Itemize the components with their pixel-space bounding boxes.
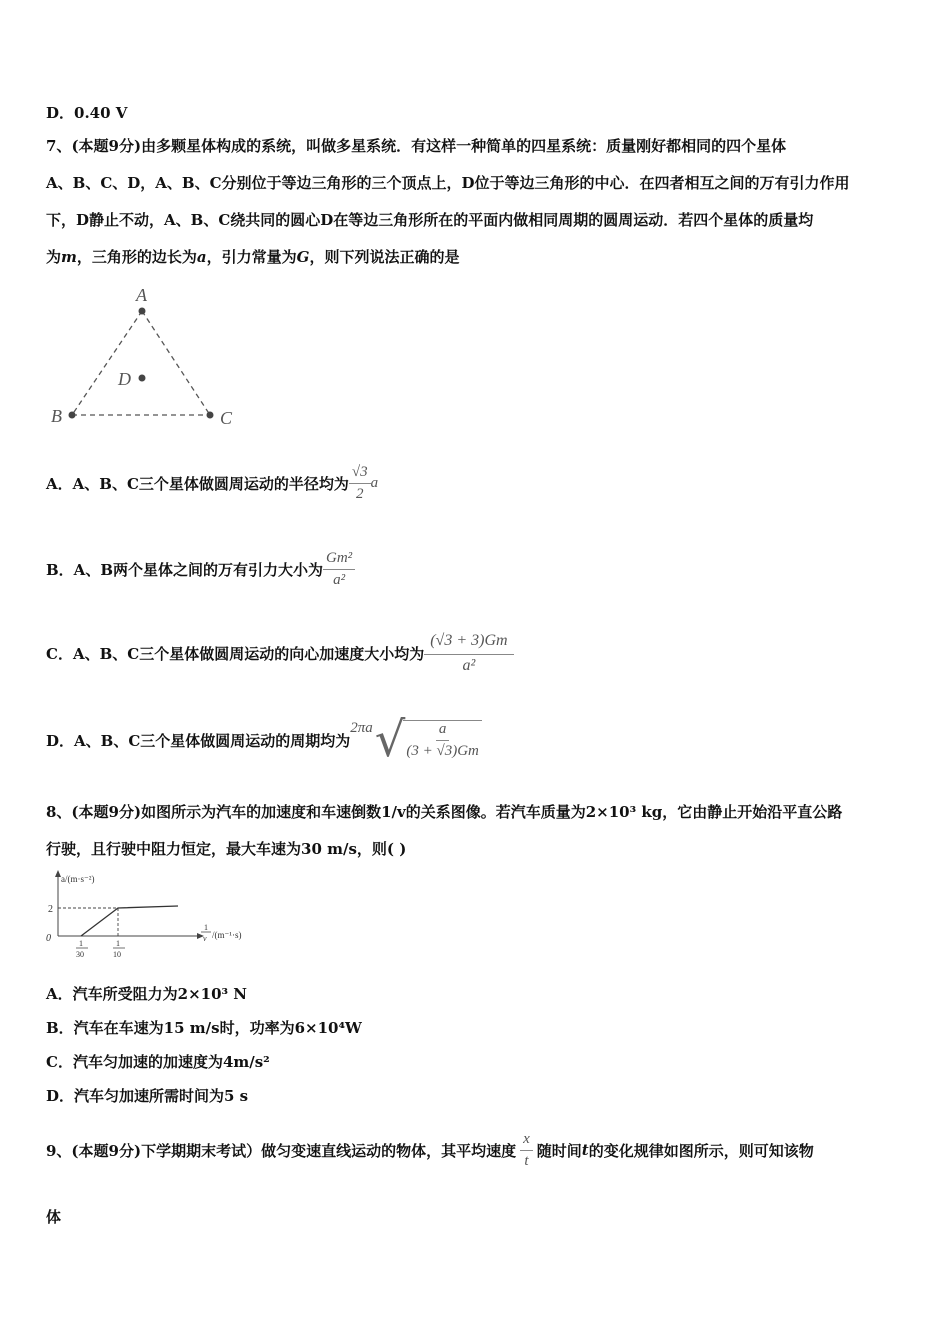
q7-line-2: A、B、C、D，A、B、C分别位于等边三角形的三个顶点上，D位于等边三角形的中心．在四者相互之间的万有引力作用 <box>46 174 850 192</box>
x-axis-label: /(m⁻¹·s) <box>212 930 242 940</box>
q8-line-2: 行驶，且行驶中阻力恒定，最大车速为30 m/s，则( ) <box>46 840 407 858</box>
q7-option-c: C．A、B、C三个星体做圆周运动的向心加速度大小均为 $\frac{(√3 + 3)Gm}{\text{a²}}$ <box>46 632 514 675</box>
q7-stem <box>46 128 906 276</box>
edge-ac <box>142 311 210 415</box>
label-d: D <box>118 369 131 389</box>
q7-line-3: 下，D静止不动，A、B、C绕共同的圆心D在等边三角形所在的平面内做相同周期的圆周运动．若四个星体的质量均 <box>46 211 814 229</box>
q8-option-a: A．汽车所受阻力为2×10³ N <box>46 985 248 1003</box>
x-tick2-den: 10 <box>113 950 121 959</box>
label-a: A <box>136 285 147 305</box>
q8-option-d: D．汽车匀加速所需时间为5 s <box>46 1087 249 1105</box>
x-tick1-den: 30 <box>76 950 84 959</box>
force-fraction: $\frac{\text{Gm²}}{\text{a²}}$ <box>323 550 355 589</box>
origin-label: 0 <box>46 933 51 944</box>
a-vs-inverse-v-line <box>81 906 178 936</box>
edge-ab <box>72 311 142 415</box>
q9-line-2: 体 <box>46 1208 62 1226</box>
q8-line-1: 8、(本题9分)如图所示为汽车的加速度和车速倒数1/v的关系图像。若汽车质量为2×10³ kg，它由静止开始沿平直公路 <box>46 803 843 821</box>
q7-option-d: D．A、B、C三个星体做圆周运动的周期均为 2πa √ $\frac{a}{(3 + √3)Gm}$ <box>46 716 482 764</box>
acceleration-fraction: $\frac{(√3 + 3)Gm}{\text{a²}}$ <box>424 632 513 675</box>
q8-stem <box>46 794 906 868</box>
q7-number: 7、 <box>46 137 72 155</box>
q8-option-c: C．汽车匀加速的加速度为4m/s² <box>46 1053 270 1071</box>
star-c <box>207 412 214 419</box>
label-c: C <box>220 408 233 428</box>
q8-option-b: B．汽车在车速为15 m/s时，功率为6×10⁴W <box>46 1019 362 1037</box>
square-root-icon: √ <box>374 712 406 768</box>
label-b: B <box>51 406 62 426</box>
radius-fraction: $\frac{√3}{2}$ <box>349 464 371 503</box>
y-tick-2: 2 <box>48 904 53 915</box>
star-a <box>139 308 146 315</box>
period-fraction: $\frac{a}{(3 + √3)Gm}$ <box>403 720 482 760</box>
x-tick1-num: 1 <box>79 939 83 948</box>
q7-line-1: 7、(本题9分)由多颗星体构成的系统，叫做多星系统．有这样一种简单的四星系统：质量刚好都相同的四个星体 <box>46 137 787 155</box>
q7-triangle-figure <box>46 282 246 432</box>
star-d <box>139 375 146 382</box>
q6-option-d: D．0.40 V <box>46 104 128 122</box>
x-tick2-num: 1 <box>116 939 120 948</box>
q7-option-a: A．A、B、C三个星体做圆周运动的半径均为 $\frac{√3}{2}$ a <box>46 464 379 502</box>
x-axis-frac-num: 1 <box>204 923 208 932</box>
x-axis-frac-den: v <box>203 934 207 943</box>
q8-acceleration-graph <box>44 868 264 964</box>
q7-option-b: B．A、B两个星体之间的万有引力大小为 $\frac{\text{Gm²}}{\text{a²}}$ <box>46 550 355 589</box>
star-b <box>69 412 76 419</box>
q7-line-4: 为m，三角形的边长为a，引力常量为G，则下列说法正确的是 <box>46 248 460 266</box>
average-velocity-fraction: $\frac{x}{t}$ <box>520 1131 533 1170</box>
q9-line-1: 9、(本题9分)下学期期末考试）做匀变速直线运动的物体，其平均速度 $\frac{x}{t}$ 随时间 t 的变化规律如图所示，则可知该物 <box>46 1130 814 1169</box>
y-axis-label: a/(m·s⁻²) <box>61 874 95 884</box>
